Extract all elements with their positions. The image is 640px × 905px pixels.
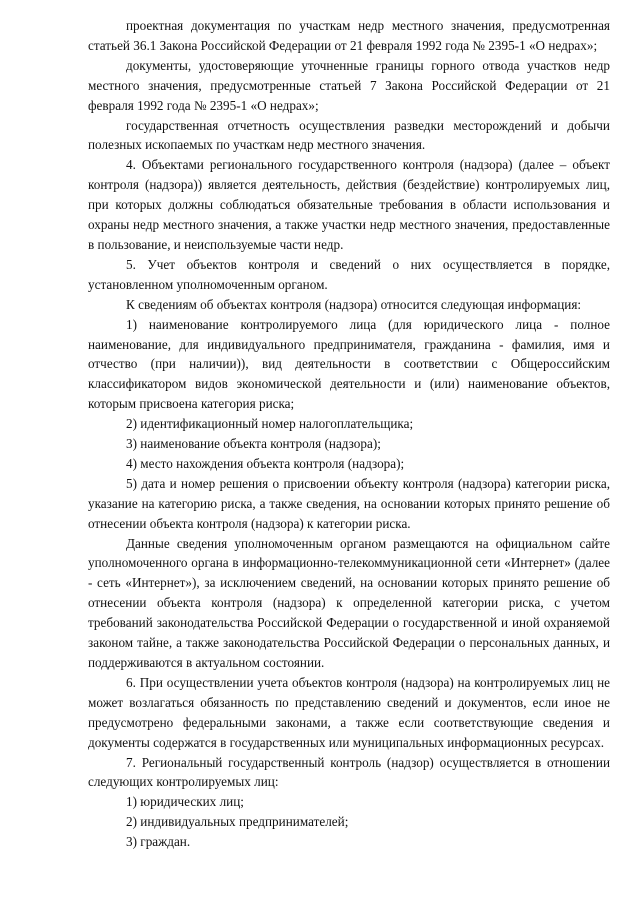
- list-item-entrepreneurs: 2) индивидуальных предпринимателей;: [126, 814, 349, 830]
- paragraph-information-intro: К сведениям об объектах контроля (надзора) относится следующая информация:: [126, 296, 582, 312]
- paragraph-mining-allotment-documents: документы, удостоверяющие уточненные границы горного отвода участков недр местного значения, предусмотренные статьей 7 Закона Российской Федерации от 21 февраля 1992 года № 2395-1 «О недрах»;: [88, 57, 610, 113]
- list-item-1-name: 1) наименование контролируемого лица (для юридического лица - полное наименование, для индивидуального предпринимателя, гражданина - фамилия, имя и отчество (при наличии)), вид деятельности в соответствии с Общероссийским классификатором видов экономической деятельности и (или) наименование объектов, которым присвоена категория риска;: [88, 316, 610, 412]
- document-page: [88, 16, 610, 852]
- paragraph-publication: Данные сведения уполномоченным органом размещаются на официальном сайте уполномоченного органа в информационно-телекоммуникационной сети «Интернет» (далее - сеть «Интернет»), за исключением сведений, на основании которых принято решение об отнесении объекта контроля (надзора) к определенной категории риска, с учетом требований законодательства Российской Федерации о государственной и иной охраняемой законом тайне, а также законодательства Российской Федерации о персональных данных, и поддерживаются в актуальном состоянии.: [88, 535, 610, 670]
- paragraph-section-4-objects-of-control: 4. Объектами регионального государственного контроля (надзора) (далее – объект контроля (надзора)) является деятельность, действия (бездействие) контролируемых лиц, при которых должны соблюдаться обязательные требования в области использования и охраны недр местного значения, а также участки недр местного значения, предоставленные в пользование, и неиспользуемые части недр.: [88, 157, 610, 252]
- paragraph-state-reporting: государственная отчетность осуществления разведки месторождений и добычи полезных ископаемых по участкам недр местного значения.: [88, 117, 610, 153]
- list-item-2-inn: 2) идентификационный номер налогоплательщика;: [126, 416, 414, 432]
- list-item-citizens: 3) граждан.: [126, 834, 191, 850]
- list-item-legal-entities: 1) юридических лиц;: [126, 794, 244, 810]
- list-item-3-object-name: 3) наименование объекта контроля (надзора);: [126, 436, 381, 452]
- paragraph-section-6-no-obligation: 6. При осуществлении учета объектов контроля (надзора) на контролируемых лиц не может возлагаться обязанность по представлению сведений и документов, если иное не предусмотрено федеральными законами, а также если соответствующие сведения и документы содержатся в государственных или муниципальных информационных ресурсах.: [88, 674, 610, 750]
- paragraph-section-5-accounting: 5. Учет объектов контроля и сведений о них осуществляется в порядке, установленном уполномоченным органом.: [88, 256, 610, 292]
- list-item-5-risk-decision: 5) дата и номер решения о присвоении объекту контроля (надзора) категории риска, указание на категорию риска, а также сведения, на основании которых принято решение об отнесении объекта контроля (надзора) к категории риска.: [88, 475, 610, 531]
- paragraph-project-documentation: проектная документация по участкам недр местного значения, предусмотренная статьей 36.1 Закона Российской Федерации от 21 февраля 1992 года № 2395-1 «О недрах»;: [88, 18, 610, 53]
- list-item-4-location: 4) место нахождения объекта контроля (надзора);: [126, 455, 405, 471]
- paragraph-section-7-controlled-persons: 7. Региональный государственный контроль (надзор) осуществляется в отношении следующих контролируемых лиц:: [88, 754, 610, 790]
